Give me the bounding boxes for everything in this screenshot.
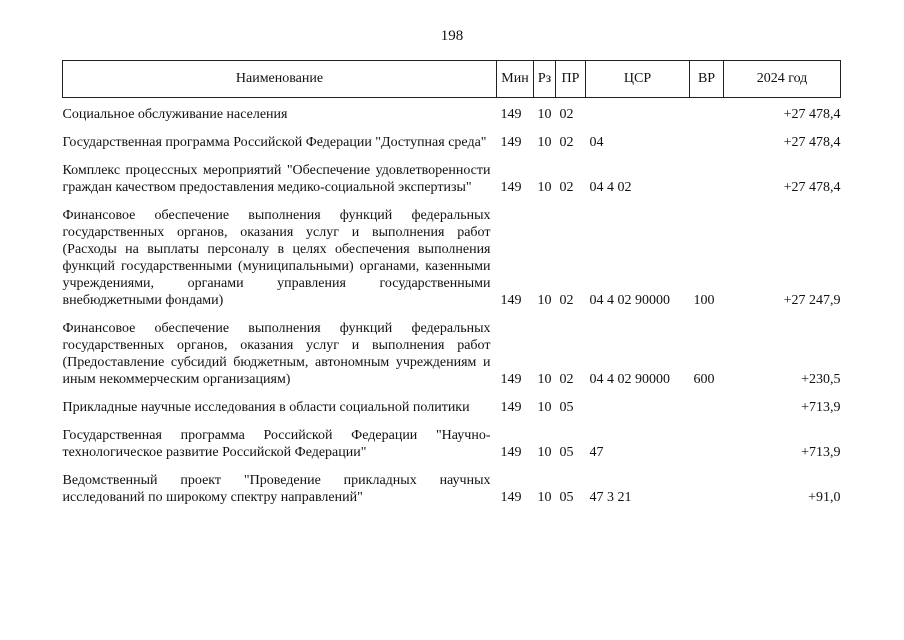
- row-csr: [586, 98, 690, 127]
- table-row: [63, 199, 841, 312]
- row-csr: 04: [589, 135, 604, 150]
- row-amount: +713,9: [801, 400, 841, 415]
- table-row: [63, 419, 841, 464]
- row-rz: 10: [537, 107, 552, 122]
- row-rz: 10: [537, 445, 552, 460]
- row-vr: [690, 391, 724, 419]
- row-csr: 47 3 21: [589, 490, 632, 505]
- table-row: [63, 98, 841, 127]
- row-min: 149: [500, 490, 522, 505]
- row-min: 149: [500, 107, 522, 122]
- row-vr: 600: [693, 372, 715, 387]
- row-vr: [690, 126, 724, 154]
- row-amount: +27 478,4: [783, 180, 841, 195]
- table-row: [63, 391, 841, 419]
- row-name: Комплекс процессных мероприятий "Обеспечение удовлетворенности граждан качеством предоставления медико-социальной экспертизы": [62, 163, 491, 195]
- header-name: Наименование: [63, 61, 497, 98]
- table-row: [63, 312, 841, 391]
- table-row: [63, 464, 841, 509]
- row-amount: +27 478,4: [783, 135, 841, 150]
- row-amount: +230,5: [801, 372, 841, 387]
- row-amount: +27 247,9: [783, 293, 841, 308]
- header-year: 2024 год: [724, 61, 841, 98]
- table-header-row: [63, 61, 841, 98]
- header-pr: ПР: [556, 61, 586, 98]
- row-pr: 02: [559, 135, 574, 150]
- row-csr: 04 4 02 90000: [589, 372, 670, 387]
- row-min: 149: [500, 135, 522, 150]
- row-amount: +27 478,4: [783, 107, 841, 122]
- row-csr: 04 4 02: [589, 180, 632, 195]
- row-vr: 100: [693, 293, 715, 308]
- row-pr: 02: [559, 293, 574, 308]
- row-name: Прикладные научные исследования в области социальной политики: [62, 400, 470, 415]
- row-pr: 05: [559, 490, 574, 505]
- row-amount: +91,0: [808, 490, 841, 505]
- row-vr: [690, 419, 724, 464]
- row-pr: 02: [559, 180, 574, 195]
- row-min: 149: [500, 293, 522, 308]
- row-vr: [690, 98, 724, 127]
- row-pr: 05: [559, 400, 574, 415]
- row-name: Государственная программа Российской Федерации "Научно-технологическое развитие Российской Федерации": [62, 428, 491, 460]
- row-name: Финансовое обеспечение выполнения функций федеральных государственных органов, оказания услуг и выполнения работ (Предоставление субсидий бюджетным, автономным учреждениям и иным некоммерческим организациям): [62, 321, 491, 387]
- row-pr: 02: [559, 372, 574, 387]
- row-vr: [690, 464, 724, 509]
- row-amount: +713,9: [801, 445, 841, 460]
- page-number: 198: [440, 28, 464, 44]
- row-min: 149: [500, 180, 522, 195]
- header-vr: ВР: [690, 61, 724, 98]
- table-row: [63, 126, 841, 154]
- row-rz: 10: [537, 135, 552, 150]
- row-rz: 10: [537, 490, 552, 505]
- header-csr: ЦСР: [586, 61, 690, 98]
- row-min: 149: [500, 372, 522, 387]
- table-row: [63, 154, 841, 199]
- row-rz: 10: [537, 180, 552, 195]
- row-name: Финансовое обеспечение выполнения функций федеральных государственных органов, оказания услуг и выполнения работ (Расходы на выплаты персоналу в целях обеспечения выполнения функций государственными (муниципальными) органами, казенными учреждениями, органами управления государственными внебюджетными фондами): [62, 208, 491, 308]
- row-name: Ведомственный проект "Проведение прикладных научных исследований по широкому спектру направлений": [62, 473, 491, 505]
- budget-table: [62, 60, 841, 509]
- row-csr: 47: [589, 445, 604, 460]
- row-rz: 10: [537, 372, 552, 387]
- row-csr: 04 4 02 90000: [589, 293, 670, 308]
- row-min: 149: [500, 445, 522, 460]
- row-csr: [586, 391, 690, 419]
- row-rz: 10: [537, 293, 552, 308]
- row-name: Государственная программа Российской Федерации "Доступная среда": [62, 135, 487, 150]
- row-pr: 05: [559, 445, 574, 460]
- row-name: Социальное обслуживание населения: [62, 107, 288, 122]
- row-pr: 02: [559, 107, 574, 122]
- header-rz: Рз: [534, 61, 556, 98]
- header-min: Мин: [497, 61, 534, 98]
- row-rz: 10: [537, 400, 552, 415]
- row-vr: [690, 154, 724, 199]
- row-min: 149: [500, 400, 522, 415]
